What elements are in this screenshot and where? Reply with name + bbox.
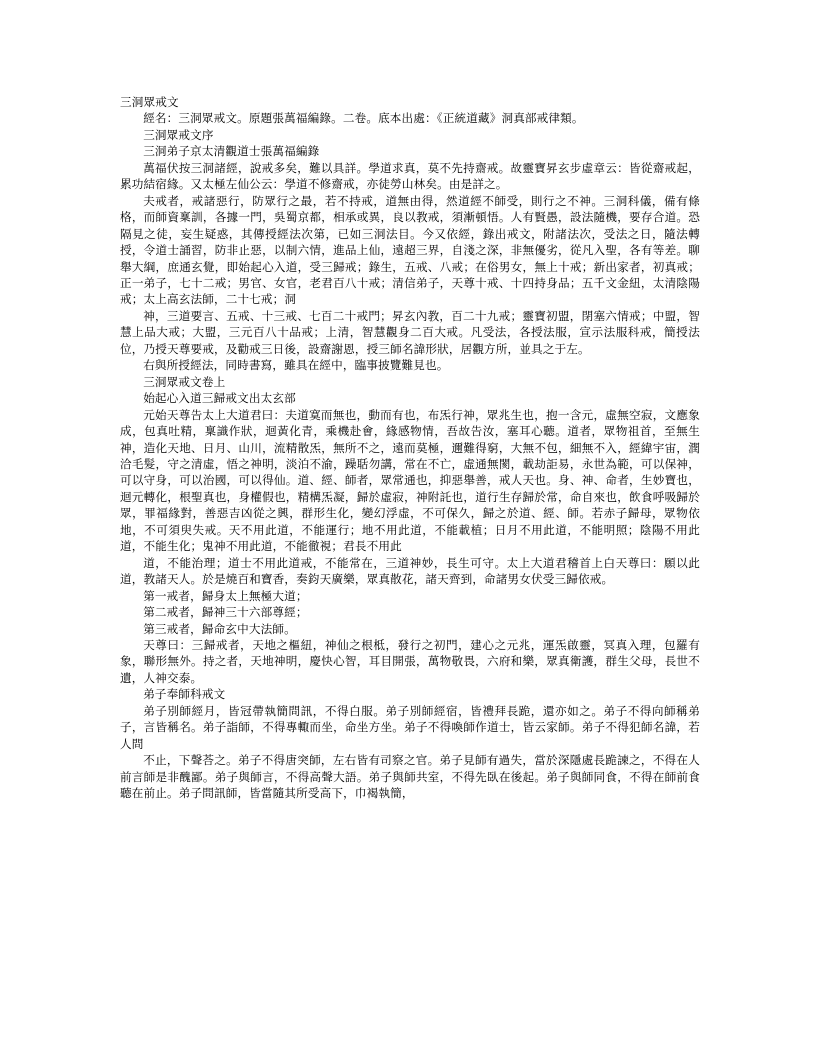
document-paragraph: 天尊曰：三歸戒者，天地之樞紐，神仙之根柢，發行之初門，建心之元兆，運炁啟靈，冥真入理，包羅有象，聯形無外。持之者，天地神明，慶快心智，耳目開張，萬物敬畏，六府和樂，眾真衛護，群生父母，長世不遺，人神交泰。 bbox=[120, 637, 700, 685]
document-paragraph: 弟子別師經月，皆冠帶執簡問訊，不得白服。弟子別師經宿，皆禮拜長跪，還亦如之。弟子不得向師稱弟子，言皆稱名。弟子詣師，不得專輙而坐，命坐方坐。弟子不得喚師作道士，皆云家師。弟子不得犯師名諱，若人問 bbox=[120, 703, 700, 751]
document-paragraph: 元始天尊告太上大道君曰：夫道寞而無也，動而有也，布炁行神，眾兆生也，抱一含元，虛無空寂，文應象成，包真吐精，稟識作狀，迴黃化青，乘機赴會，緣感物情，吾故告汝，塞耳心聽。道者，眾物祖首，至無生神，造化天地、日月、山川，流精散炁，無所不之，遠而莫極，邇難得窮，大無不包，細無不入，經緯宇宙，潤洽毛髮，守之清虛，悟之神明，淡泊不渝，躁聒勿講，常在不亡，虛通無閡，載劫詎易，永世為範，可以保神，可以守身，可以治國，可以得仙。道、經、師者，眾常通也，抑惡舉善，戒人天也。身、神、命者，生妙寶也，迴元轉化，根聖真也，身權假也，精構炁凝，歸於虛寂，神附託也，道行生存歸於常，命自來也，飲食呼吸歸於眾，罪福緣對，善惡吉凶從之興，群形生化，變幻浮虛，不可保久，歸之於道、經、師。若赤子歸母，眾物依地，不可須臾失戒。天不用此道，不能運行；地不用此道，不能載植；日月不用此道，不能明照；陰陽不用此道，不能生化；鬼神不用此道，不能徹視；君長不用此 bbox=[120, 407, 700, 554]
document-heading: 三洞眾戒文序 bbox=[143, 127, 214, 142]
document-paragraph: 第二戒者，歸神三十六部尊經； bbox=[143, 605, 308, 620]
document-paragraph: 右與所授經法，同時書寫，雖具在經中，臨事披覽難見也。 bbox=[143, 358, 449, 373]
document-paragraph: 第三戒者，歸命玄中大法師。 bbox=[143, 621, 296, 636]
document-paragraph: 第一戒者，歸身太上無極大道； bbox=[143, 588, 308, 603]
document-paragraph: 不止，下聲荅之。弟子不得唐突師，左右皆有司察之官。弟子見師有過失，當於深隱處長跪諫之，不得在人前言師是非醜鄙。弟子與師言，不得高聲大語。弟子與師共室，不得先臥在後起。弟子與師同食，不得在師前食聽在前止。弟子問訊師，皆當隨其所受高下，巾褐執簡， bbox=[120, 753, 700, 801]
document-paragraph: 夫戒者，戒諸惡行，防眾行之最，若不持戒，道無由得，然道經不師受，則行之不神。三洞科儀，備有條格，而師資稟訓，各據一門，吳蜀京都，相承或異，良以教戒，須漸頓悟。人有賢愚，設法隨機，要存合道。恐隔見之徒，妄生疑惑，其傳授經法次第，已如三洞法目。今又依經，錄出戒文，附諸法次，受法之日，隨法轉授，令道士誦習，防非止惡，以制六情，進品上仙，遠超三界，自淺之深，非無優劣，從凡入聖，各有等差。聊舉大綱，庶通玄覺，即始起心入道，受三歸戒；錄生，五戒、八戒；在俗男女，無上十戒；新出家者，初真戒；正一弟子，七十二戒；男官、女官，老君百八十戒；清信弟子，天尊十戒、十四持身品；五千文金紐，太清陰陽戒；太上高玄法師，二十七戒；洞 bbox=[120, 193, 700, 307]
document-heading: 弟子奉師科戒文 bbox=[143, 687, 226, 702]
document-heading: 經名：三洞眾戒文。原題張萬福編錄。二卷。底本出處：《正統道藏》洞真部戒律類。 bbox=[143, 111, 584, 126]
document-paragraph: 道，不能治理；道士不用此道戒，不能常在，三道神妙，長生可守。太上大道君稽首上白天尊曰：願以此道，教諸天人。於是燒百和寶香，奏鈞天廣樂，眾真散花，諸天齊到，命諸男女伏受三歸依戒。 bbox=[120, 555, 700, 587]
document-paragraph: 萬福伏按三洞諸經，說戒多矣，難以具詳。學道求真，莫不先持齋戒。故靈寶昇玄步虛章云：皆從齋戒起，累功結宿緣。又太極左仙公云：學道不修齋戒，亦徒勞山林矣。由是詳之。 bbox=[120, 160, 700, 192]
document-heading: 三洞眾戒文 bbox=[120, 95, 179, 109]
document-heading: 三洞弟子京太清觀道士張萬福編錄 bbox=[143, 144, 320, 159]
document-paragraph: 神，三道要言、五戒、十三戒、七百二十戒門；昇玄內教，百二十九戒；靈寶初盟，閉塞六情戒；中盟，智慧上品大戒；大盟，三元百八十品戒；上清，智慧觀身二百大戒。凡受法，各授法服，宣示法服科戒，簡授法位，乃授天尊要戒，及勸戒三日後，設齋謝恩，授三師名諱形狀，居觀方所，並具之于左。 bbox=[120, 308, 700, 356]
document-text-column bbox=[120, 94, 700, 801]
document-heading: 始起心入道三歸戒文出太玄部 bbox=[143, 391, 296, 406]
document-heading: 三洞眾戒文卷上 bbox=[143, 374, 226, 389]
